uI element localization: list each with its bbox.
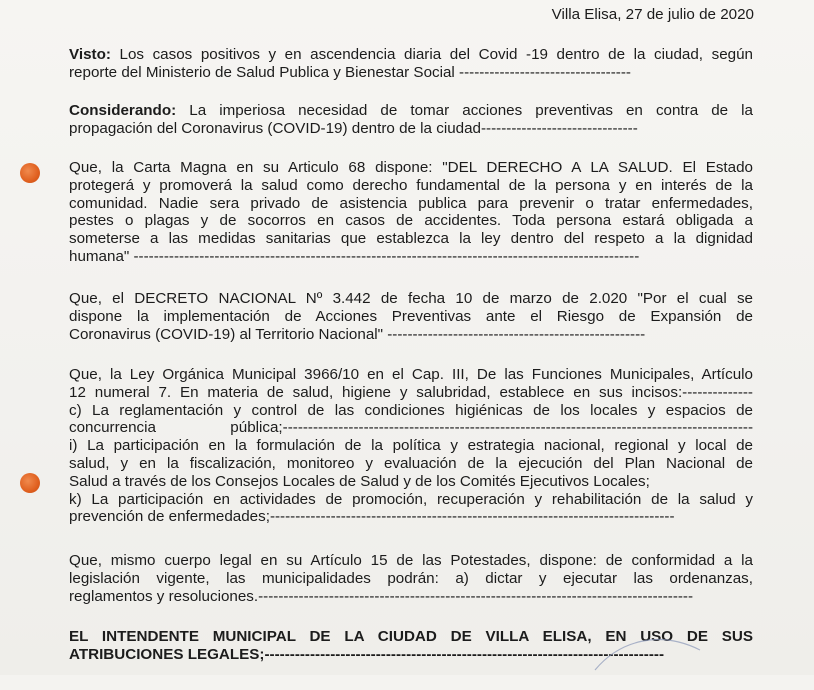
considerando-label: Considerando: xyxy=(69,102,177,119)
ley-organica-line-3: c) La reglamentación y control de las condiciones higiénicas de los locales y espacios de xyxy=(69,401,753,419)
decreto-line-1: Que, el DECRETO NACIONAL Nº 3.442 de fecha 10 de marzo de 2.020 "Por el cual se xyxy=(69,290,753,307)
mismo-cuerpo-line-1: Que, mismo cuerpo legal en su Artículo 15 de las Potestades, dispone: de conformidad a la xyxy=(69,552,753,569)
carta-magna-line-3: comunidad. Nadie sera privado de asistencia publica para prevenir o tratar enfermedades, xyxy=(69,194,753,212)
considerando-text-1: La imperiosa necesidad de tomar acciones preventivas en contra de la xyxy=(189,102,753,119)
mismo-cuerpo-line-3: reglamentos y resoluciones.-------------------------------------------------------------------------------------- xyxy=(69,587,694,605)
decreto-paragraph xyxy=(69,290,753,343)
ley-organica-line-6: salud, y en la fiscalización, monitoreo y evaluación de la ejecución del Plan Nacional de xyxy=(69,454,753,472)
carta-magna-line-2: protegerá y promoverá la salud como derecho fundamental de la persona y en interés de la xyxy=(69,176,753,194)
mismo-cuerpo-line-2: legislación vigente, las municipalidades podrán: a) dictar y ejecutar las ordenanzas, xyxy=(69,569,753,587)
mismo-cuerpo-paragraph xyxy=(69,552,753,605)
carta-magna-paragraph xyxy=(69,159,753,266)
decreto-line-2: dispone la implementación de Acciones Preventivas ante el Riesgo de Expansión de xyxy=(69,307,753,325)
ley-organica-line-1: Que, la Ley Orgánica Municipal 3966/10 en el Cap. III, De las Funciones Municipales, Artículo xyxy=(69,366,753,383)
visto-text-1: Los casos positivos y en ascendencia diaria del Covid -19 dentro de la ciudad, según xyxy=(119,46,753,63)
signature-stroke xyxy=(590,630,710,690)
considerando-paragraph xyxy=(69,102,753,138)
ley-organica-line-9: prevención de enfermedades;-------------------------------------------------------------------------------- xyxy=(69,508,675,526)
ley-organica-line-2: 12 numeral 7. En materia de salud, higiene y salubridad, establece en sus incisos:-------------- xyxy=(69,383,753,401)
carta-magna-line-4: pestes o plagas y de socorros en casos de accidentes. Toda persona estará obligada a xyxy=(69,212,753,230)
ley-organica-paragraph xyxy=(69,366,753,526)
visto-label: Visto: xyxy=(69,46,111,63)
visto-paragraph xyxy=(69,46,753,82)
intendente-line-1: EL INTENDENTE MUNICIPAL DE LA CIUDAD DE VILLA ELISA, EN USO DE SUS xyxy=(69,628,753,645)
carta-magna-line-6: humana" ---------------------------------------------------------------------------------------------------- xyxy=(69,247,640,265)
ley-organica-line-5: i) La participación en la formulación de la política y estrategia nacional, regional y local de xyxy=(69,437,753,455)
considerando-text-2: propagación del Coronavirus (COVID-19) dentro de la ciudad------------------------------- xyxy=(69,119,638,137)
ley-organica-line-4: concurrencia pública;--------------------------------------------------------------------------------------------- xyxy=(69,419,753,437)
punch-hole-top xyxy=(20,163,40,183)
intendente-line-2: ATRIBUCIONES LEGALES;------------------------------------------------------------------------------- xyxy=(69,645,665,663)
punch-hole-bottom xyxy=(20,473,40,493)
visto-text-2: reporte del Ministerio de Salud Publica y Bienestar Social ---------------------------------- xyxy=(69,63,631,81)
document-date: Villa Elisa, 27 de julio de 2020 xyxy=(551,6,754,23)
carta-magna-line-5: someterse a las medidas sanitarias que establezca la ley dentro del respeto a la dignidad xyxy=(69,230,753,248)
ley-organica-line-7: Salud a través de los Consejos Locales de Salud y de los Comités Ejecutivos Locales; xyxy=(69,472,650,490)
ley-organica-line-8: k) La participación en actividades de promoción, recuperación y rehabilitación de la salud y xyxy=(69,490,753,508)
decreto-line-3: Coronavirus (COVID-19) al Territorio Nacional" --------------------------------------------------- xyxy=(69,325,646,343)
carta-magna-line-1: Que, la Carta Magna en su Articulo 68 dispone: "DEL DERECHO A LA SALUD. El Estado xyxy=(69,159,753,176)
